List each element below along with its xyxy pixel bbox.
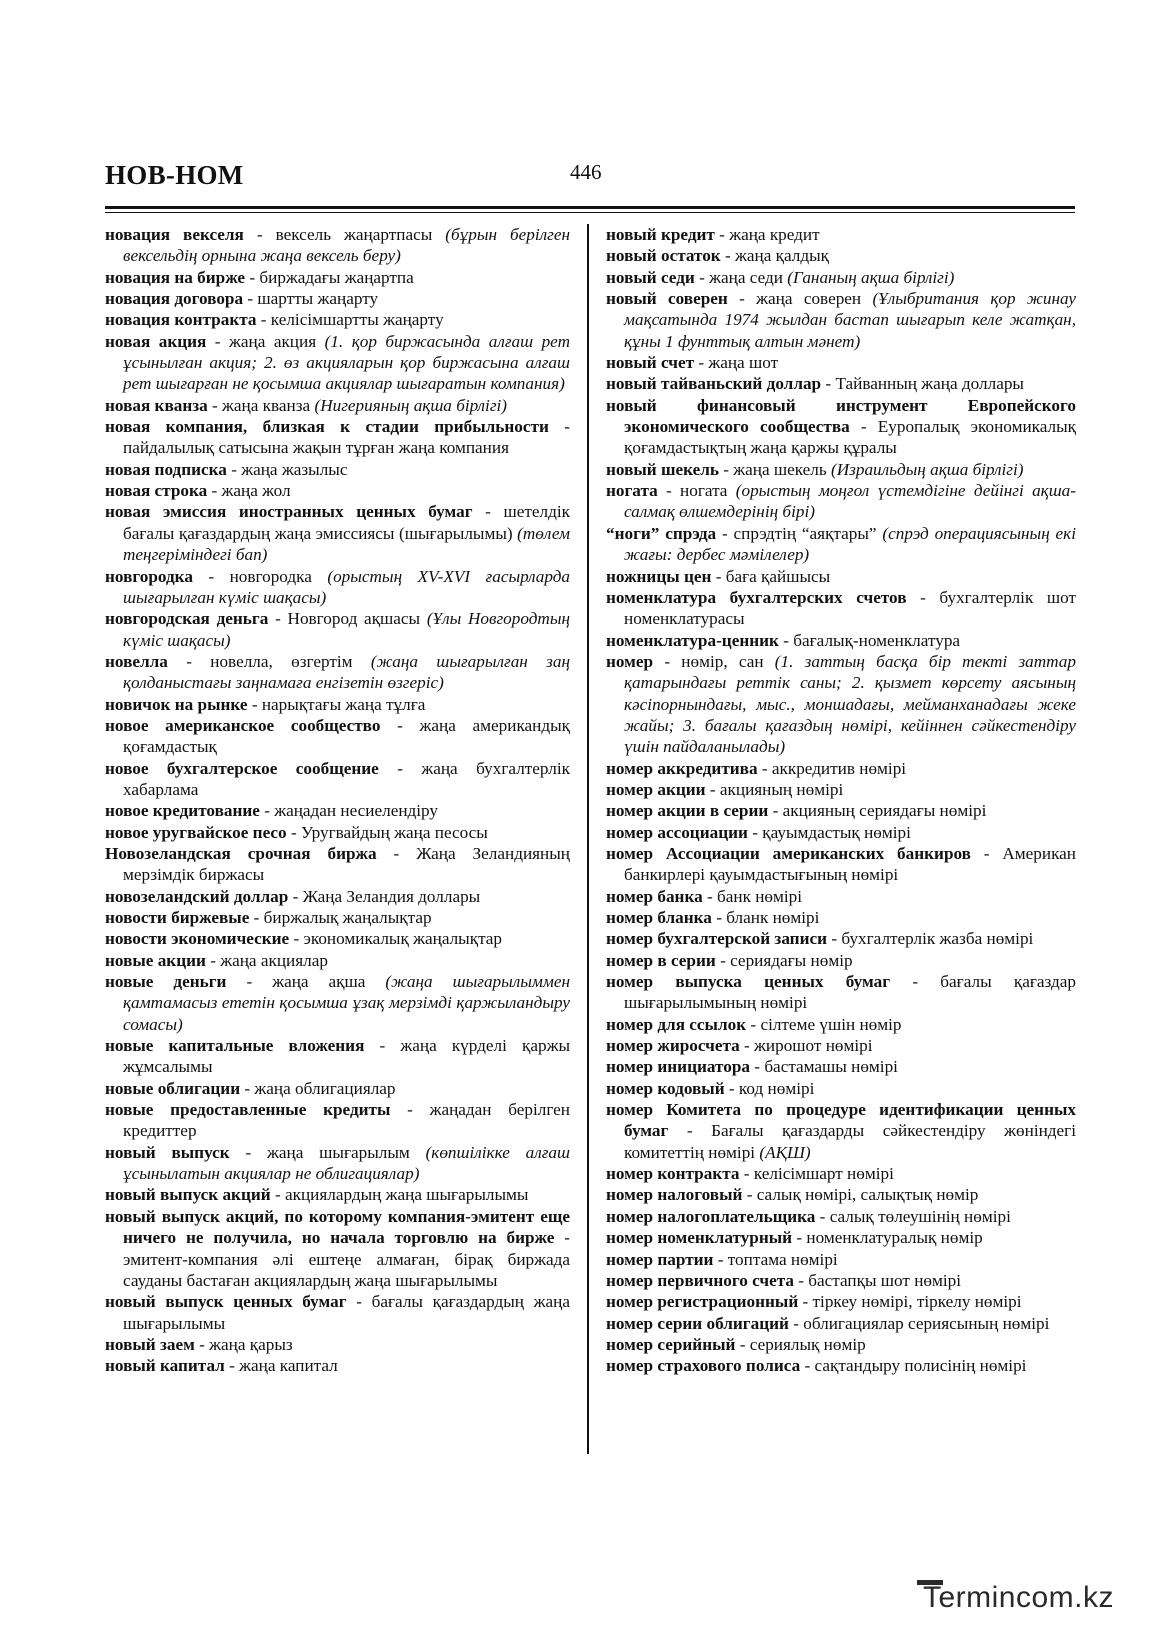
dictionary-entry: [105, 822, 570, 843]
dictionary-entry: [105, 1334, 570, 1355]
entry-note: (жаңа шығарылыммен қамтамасыз ететін қосымша ұзақ мерзімді қаржыландыру сомасы): [123, 972, 570, 1034]
entry-translation: - Жаңа Зеландияның мерзімдік биржасы: [123, 843, 570, 885]
page-header: [105, 156, 1075, 206]
entry-translation: - жаңадан берілген кредиттер: [123, 1100, 570, 1141]
dictionary-entry: [606, 779, 1076, 800]
dictionary-entry: [105, 608, 570, 651]
entry-translation: - жаңа соверен: [727, 289, 873, 309]
entry-term: новое бухгалтерское сообщение: [105, 758, 379, 778]
entry-term: номер Ассоциации американских банкиров: [606, 843, 971, 863]
entry-translation: - жаңа акциялар: [205, 950, 328, 970]
dictionary-entry: [105, 1291, 570, 1334]
entry-term: новости биржевые: [105, 908, 250, 927]
entry-translation: - пайдалылық сатысына жақын тұрған жаңа компания: [123, 417, 570, 458]
dictionary-entry: [105, 715, 570, 758]
right-column: [606, 224, 1076, 1377]
entry-term: новости экономические: [105, 929, 290, 949]
entry-term: номер бухгалтерской записи: [606, 929, 828, 949]
entry-term: новое американское сообщество: [105, 715, 381, 735]
dictionary-entry: [105, 843, 570, 886]
dictionary-entry: [105, 800, 570, 821]
entry-translation: - жаңа қалдық: [720, 246, 830, 266]
dictionary-entry: [105, 416, 570, 459]
dictionary-entry: [606, 907, 1076, 928]
dictionary-entry: [606, 1014, 1076, 1035]
entry-term: новый выпуск акций, по которому компания-эмитент еще ничего не получила, но начала торговлю на бирже: [105, 1206, 570, 1248]
entry-translation: - банк нөмірі: [702, 886, 803, 906]
entry-translation: - биржалық жаңалықтар: [249, 908, 432, 927]
entry-translation: - бастапқы шот нөмірі: [793, 1270, 962, 1290]
site-watermark: [917, 1580, 1114, 1615]
dictionary-entry: [105, 459, 570, 480]
dictionary-entry: [606, 1035, 1076, 1056]
dictionary-entry: [105, 950, 570, 971]
entry-term: номер кодовый: [606, 1078, 725, 1098]
entry-term: новое кредитование: [105, 801, 260, 821]
entry-term: новый заем: [105, 1334, 195, 1354]
entry-term: номер выпуска ценных бумаг: [606, 972, 891, 992]
dictionary-entry: [606, 288, 1076, 352]
entry-note: (1. қор биржасында алғаш рет ұсынылған акция; 2. өз акцияларын қор биржасына алғаш рет шығарған не қосымша акциялар шығаратын компания): [123, 331, 570, 394]
dictionary-entry: [105, 694, 570, 715]
dictionary-entry: [606, 1056, 1076, 1077]
dictionary-entry: [105, 331, 570, 395]
entry-note: (спрэд операциясының екі жағы: дербес мәмілелер): [624, 523, 1076, 565]
entry-term: номер контракта: [606, 1164, 740, 1184]
entry-translation: - топтама нөмірі: [713, 1249, 838, 1269]
dictionary-entry: [606, 587, 1076, 630]
entry-term: новый выпуск акций: [105, 1185, 271, 1205]
entry-translation: - бағалы қағаздардың жаңа шығарылымы: [123, 1292, 570, 1333]
section-range-heading: НОВ-НОМ: [105, 160, 244, 190]
dictionary-entry: [606, 758, 1076, 779]
entry-note: (1. заттың басқа бір текті заттар қатарындағы реттік саны; 2. қызмет көрсету аясының кәсіпорнындағы, мыс., моншадағы, мейманханадағы жеке жайы; 3. бағалы қағаздың нөмірі, кейіннен сәйкестендіру үшін пайдаланылады): [624, 651, 1076, 757]
entry-term: номер серийный: [606, 1334, 736, 1354]
entry-translation: - шартты жаңарту: [243, 289, 379, 309]
entry-translation: - қауымдастық нөмірі: [747, 822, 911, 842]
dictionary-entry: [606, 886, 1076, 907]
entry-note: (Нигерияның ақша бірлігі): [314, 395, 508, 415]
entry-term: новые акции: [105, 950, 206, 970]
entry-translation: - ногата: [657, 481, 736, 501]
dictionary-entry: [606, 459, 1076, 480]
column-divider: [587, 224, 589, 1454]
entry-term: новгородская деньга: [105, 609, 269, 629]
entry-translation: - облигациялар сериясының нөмірі: [788, 1313, 1050, 1333]
entry-term: новые капитальные вложения: [105, 1036, 365, 1056]
dictionary-entry: [606, 1291, 1076, 1312]
dictionary-entry: [606, 1270, 1076, 1291]
dictionary-entry: [606, 1227, 1076, 1248]
entry-term: новация договора: [105, 289, 244, 309]
dictionary-entry: [606, 224, 1076, 245]
header-rule-thick: [105, 206, 1075, 209]
entry-note: (АҚШ): [759, 1142, 811, 1162]
entry-translation: - келісімшарт нөмірі: [739, 1164, 894, 1184]
entry-term: новация контракта: [105, 310, 257, 330]
entry-translation: - бастамашы нөмірі: [750, 1057, 898, 1077]
entry-term: новый тайваньский доллар: [606, 374, 822, 394]
entry-term: новые предоставленные кредиты: [105, 1100, 391, 1120]
dictionary-entry: [606, 843, 1076, 886]
entry-term: новый выпуск ценных бумаг: [105, 1292, 347, 1312]
entry-translation: - жаңа облигациялар: [240, 1078, 396, 1098]
entry-term: новичок на рынке: [105, 694, 248, 714]
dictionary-entry: [105, 928, 570, 949]
dictionary-entry: [105, 566, 570, 609]
entry-term: новая подписка: [105, 459, 227, 479]
entry-translation: - Бағалы қағаздарды сәйкестендіру жөніндегі комитеттің нөмірі: [624, 1121, 1076, 1162]
dictionary-entry: [105, 1142, 570, 1185]
dictionary-entry: [606, 245, 1076, 266]
entry-term: новый остаток: [606, 246, 721, 266]
entry-term: “ноги” спрэда: [606, 523, 717, 543]
entry-term: новация на бирже: [105, 267, 246, 287]
dictionary-entry: [606, 1313, 1076, 1334]
dictionary-entry: [606, 950, 1076, 971]
entry-translation: - биржадағы жаңартпа: [245, 267, 414, 287]
entry-term: новый финансовый инструмент Европейского экономического сообщества: [606, 395, 1076, 437]
dictionary-entry: [606, 1355, 1076, 1376]
entry-translation: - аккредитив нөмірі: [757, 758, 907, 778]
entry-note: (Гананың ақша бірлігі): [787, 267, 955, 287]
entry-term: новелла: [105, 651, 168, 671]
entry-term: номер серии облигаций: [606, 1313, 789, 1333]
entry-translation: - нөмір, сан: [653, 651, 775, 671]
entry-translation: - новелла, өзгертім: [167, 651, 371, 671]
entry-term: номер номенклатурный: [606, 1228, 793, 1248]
entry-term: новый соверен: [606, 289, 728, 309]
entry-translation: - Еуропалық экономикалық қоғамдастықтың жаңа қаржы құралы: [624, 417, 1076, 458]
left-column: [105, 224, 570, 1377]
entry-term: номер инициатора: [606, 1057, 750, 1077]
entry-note: (бұрын берілген вексельдің орнына жаңа вексель беру): [123, 225, 571, 266]
entry-translation: - жаңа акция: [206, 331, 325, 351]
dictionary-entry: [105, 886, 570, 907]
dictionary-entry: [606, 352, 1076, 373]
entry-term: номер первичного счета: [606, 1270, 794, 1290]
entry-term: новый капитал: [105, 1356, 225, 1376]
header-rule-thin: [105, 212, 1075, 213]
dictionary-entry: [105, 224, 570, 267]
entry-term: номер аккредитива: [606, 758, 758, 778]
dictionary-entry: [105, 1355, 570, 1376]
entry-translation: - Жаңа Зеландия доллары: [288, 886, 481, 906]
entry-term: новый кредит: [606, 225, 715, 244]
entry-translation: - нарықтағы жаңа тұлға: [247, 694, 426, 714]
entry-term: новая строка: [105, 481, 208, 501]
entry-term: новозеландский доллар: [105, 886, 289, 906]
entry-translation: - сериялық нөмір: [735, 1334, 866, 1354]
entry-term: новое уругвайское песо: [105, 822, 287, 842]
dictionary-entry: [105, 758, 570, 801]
dictionary-entry: [606, 928, 1076, 949]
entry-translation: - бухгалтерлік жазба нөмірі: [827, 929, 1034, 949]
entry-term: номер банка: [606, 886, 703, 906]
entry-translation: - салық нөмірі, салықтық нөмір: [742, 1185, 979, 1205]
entry-translation: - жирошот нөмірі: [739, 1036, 873, 1056]
entry-translation: - жаңа ақша: [226, 972, 386, 992]
entry-translation: - салық төлеушінің нөмірі: [815, 1206, 1011, 1226]
entry-translation: - Американ банкирлері қауымдастығының нөмірі: [624, 843, 1076, 885]
entry-term: новая кванза: [105, 395, 208, 415]
entry-note: (көпшілікке алғаш ұсынылатын акциялар не облигациялар): [123, 1142, 570, 1184]
entry-term: новый счет: [606, 353, 695, 373]
entry-note: (орыстың моңғол үстемдігіне дейінгі ақша-салмақ өлшемдерінің бірі): [624, 481, 1076, 522]
entry-translation: - жаңа шығарылым: [229, 1142, 426, 1162]
dictionary-entry: [105, 267, 570, 288]
dictionary-entry: [105, 1206, 570, 1291]
dictionary-entry: [606, 1249, 1076, 1270]
entry-note: (Ұлы Новгородтың күміс шақасы): [123, 609, 570, 650]
dictionary-entry: [105, 480, 570, 501]
dictionary-entry: [606, 566, 1076, 587]
entry-translation: - номенклатуралық нөмір: [792, 1228, 983, 1248]
entry-translation: - акциялардың жаңа шығарылымы: [270, 1185, 529, 1205]
dictionary-entry: [105, 907, 570, 928]
entry-term: номенклатура-ценник: [606, 630, 779, 650]
entry-translation: - жаңа бухгалтерлік хабарлама: [123, 758, 570, 799]
entry-translation: - акцияның нөмірі: [705, 779, 844, 799]
dictionary-entry: [105, 309, 570, 330]
dictionary-entry: [606, 267, 1076, 288]
entry-translation: - жаңа жол: [207, 481, 291, 501]
entry-term: номер Комитета по процедуре идентификации ценных бумаг: [606, 1100, 1076, 1141]
dictionary-entry: [105, 1035, 570, 1078]
entry-term: новые облигации: [105, 1078, 241, 1098]
entry-translation: - жаңа шот: [694, 353, 779, 373]
dictionary-entry: [606, 1099, 1076, 1163]
entry-note: (Израильдың ақша бірлігі): [831, 459, 1024, 479]
entry-term: новые деньги: [105, 972, 227, 992]
dictionary-entry: [105, 288, 570, 309]
entry-translation: - спрэдтің “аяқтары”: [716, 523, 883, 543]
entry-translation: - жаңа капитал: [224, 1356, 338, 1376]
entry-translation: - бухгалтерлік шот номенклатурасы: [624, 587, 1077, 629]
entry-translation: - жаңа жазылыс: [226, 459, 348, 479]
entry-term: номер регистрационный: [606, 1292, 799, 1312]
entry-translation: - эмитент-компания әлі ештеңе алмаған, бірақ биржада сауданы бастаған акциялардың жаңа шығарылымы: [123, 1228, 570, 1290]
entry-translation: - Уругвайдың жаңа песосы: [286, 822, 488, 842]
entry-term: новация векселя: [105, 225, 244, 244]
entry-translation: - бланк нөмірі: [711, 908, 820, 927]
entry-term: номер страхового полиса: [606, 1356, 801, 1376]
entry-translation: - баға қайшысы: [711, 566, 831, 586]
entry-note: (төлем теңгеріміндегі бап): [123, 523, 570, 565]
entry-term: номер акции: [606, 779, 706, 799]
entry-translation: - акцияның сериядағы нөмірі: [768, 801, 987, 821]
entry-translation: - код нөмірі: [724, 1078, 815, 1098]
entry-term: номер партии: [606, 1249, 714, 1269]
dictionary-entry: [606, 1078, 1076, 1099]
entry-term: номер жиросчета: [606, 1036, 740, 1056]
dictionary-entry: [606, 1163, 1076, 1184]
entry-term: новая эмиссия иностранных ценных бумаг: [105, 502, 473, 522]
entry-note: (жаңа шығарылған заң қолданыстағы заңнамаға енгізетін өзгеріс): [123, 651, 570, 693]
dictionary-entry: [606, 800, 1076, 821]
page-number: 446: [570, 160, 602, 184]
dictionary-entry: [606, 395, 1076, 459]
dictionary-entry: [606, 373, 1076, 394]
watermark-text: Termincom.kz: [922, 1581, 1114, 1614]
entry-translation: - бағалық-номенклатура: [778, 630, 961, 650]
entry-note: (орыстың XV-XVI ғасырларда шығарылған күміс шақасы): [123, 566, 570, 607]
entry-term: номер в серии: [606, 950, 716, 970]
entry-translation: - Тайванның жаңа доллары: [821, 374, 1024, 394]
dictionary-entry: [105, 501, 570, 565]
entry-term: новый выпуск: [105, 1142, 230, 1162]
entry-translation: - новгородка: [192, 566, 328, 586]
entry-term: номенклатура бухгалтерских счетов: [606, 587, 907, 607]
entry-translation: - сілтеме үшін нөмір: [746, 1014, 902, 1034]
entry-translation: - жаңа кредит: [714, 225, 820, 244]
dictionary-entry: [606, 1334, 1076, 1355]
entry-translation: - жаңа шекель: [718, 459, 832, 479]
dictionary-entry: [105, 395, 570, 416]
entry-translation: - тіркеу нөмірі, тіркелу нөмірі: [798, 1292, 1022, 1312]
entry-note: (Ұлыбритания қор жинау мақсатында 1974 жылдан бастап шығарып келе жатқан, құны 1 фунттық алтын мәнет): [624, 289, 1077, 351]
entry-translation: - бағалы қағаздар шығарылымының нөмірі: [624, 972, 1076, 1013]
entry-term: номер налогоплательщика: [606, 1206, 816, 1226]
entry-translation: - жаңа седи: [694, 267, 788, 287]
dictionary-entry: [606, 822, 1076, 843]
entry-translation: - Новгород ақшасы: [268, 609, 427, 629]
dictionary-entry: [606, 1206, 1076, 1227]
dictionary-entry: [105, 971, 570, 1035]
entry-term: новый шекель: [606, 459, 719, 479]
entry-translation: - келісімшартты жаңарту: [256, 310, 444, 330]
dictionary-entry: [606, 630, 1076, 651]
entry-term: номер: [606, 651, 654, 671]
dictionary-entry: [606, 971, 1076, 1014]
entry-term: новая акция: [105, 331, 207, 351]
entry-term: номер налоговый: [606, 1185, 743, 1205]
entry-translation: - экономикалық жаңалықтар: [289, 929, 503, 949]
entry-translation: - сериядағы нөмір: [715, 950, 853, 970]
entry-term: номер бланка: [606, 908, 712, 927]
entry-translation: - жаңа қарыз: [194, 1334, 293, 1354]
dictionary-entry: [105, 1099, 570, 1142]
entry-translation: - жаңа кванза: [207, 395, 315, 415]
entry-term: номер для ссылок: [606, 1014, 747, 1034]
entry-translation: - жаңа күрделі қаржы жұмсалымы: [123, 1036, 570, 1077]
dictionary-entry: [606, 1184, 1076, 1205]
entry-translation: - сақтандыру полисінің нөмірі: [800, 1356, 1027, 1376]
entry-translation: - жаңа американдық қоғамдастық: [123, 715, 570, 757]
entry-term: номер ассоциации: [606, 822, 748, 842]
entry-translation: - шетелдік бағалы қағаздардың жаңа эмиссиясы (шығарылымы): [123, 502, 570, 543]
entry-term: Новозеландская срочная биржа: [105, 843, 377, 863]
entry-term: ножницы цен: [606, 566, 712, 586]
entry-term: ногата: [606, 481, 658, 501]
dictionary-entry: [606, 523, 1076, 566]
dictionary-entry: [105, 651, 570, 694]
dictionary-entry: [105, 1184, 570, 1205]
entry-term: новая компания, близкая к стадии прибыльности: [105, 417, 549, 437]
entry-term: номер акции в серии: [606, 801, 769, 821]
entry-term: новый седи: [606, 267, 695, 287]
entry-translation: - вексель жаңартпасы: [243, 225, 446, 244]
entry-translation: - жаңадан несиелендіру: [259, 801, 439, 821]
dictionary-entry: [105, 1078, 570, 1099]
dictionary-entry: [606, 480, 1076, 523]
dictionary-entry: [606, 651, 1076, 758]
entry-term: новгородка: [105, 566, 193, 586]
